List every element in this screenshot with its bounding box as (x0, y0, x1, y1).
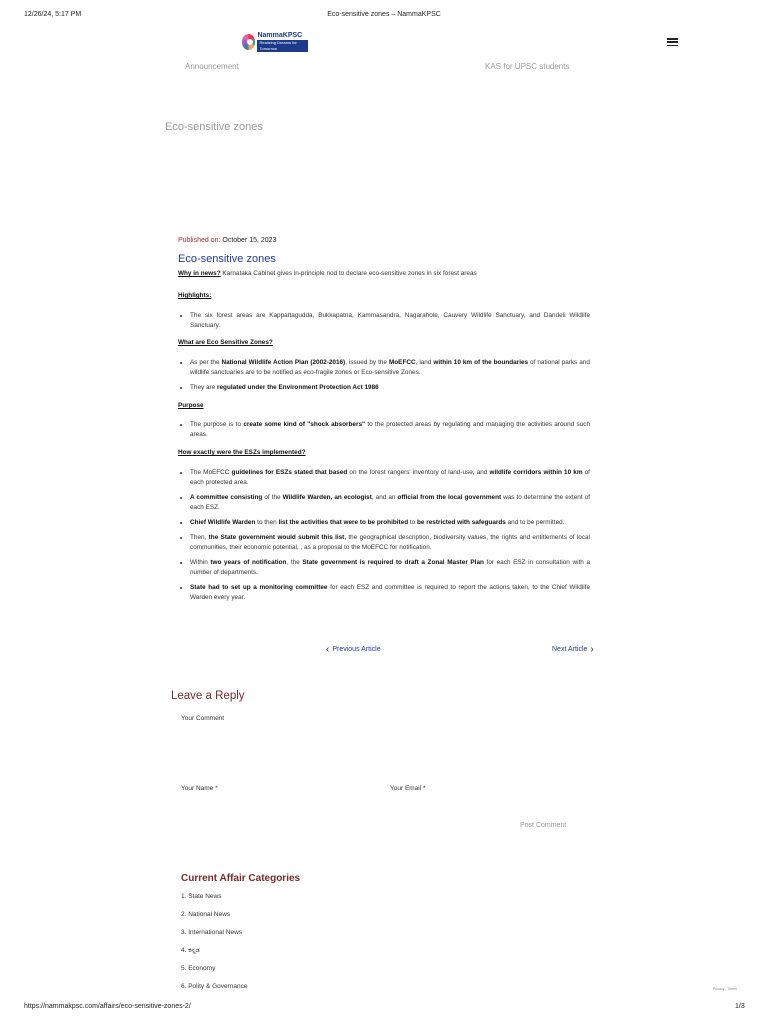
comment-label: Your Comment (181, 715, 225, 722)
highlights-list (178, 311, 590, 336)
logo-tagline: Realizing Dreams for Tomorrow (257, 40, 308, 52)
post-comment-button[interactable]: Post Comment (520, 822, 567, 829)
list-item: • As per the National Wildlife Action Plan (2002-2016), issued by the MoEFCC, land within 10 km of the boundaries of national parks and wildlife sanctuaries are to be notified as eco-fragile zones or Eco-sensitive Zones. (190, 358, 590, 378)
category-link[interactable]: 1. State News (181, 893, 222, 900)
name-input[interactable] (181, 795, 381, 809)
list-item: • The MoEFCC guidelines for ESZs stated that based on the forest rangers' inventory of land-use, and wildlife corridors within 10 km of each protected area. (190, 468, 590, 488)
comment-textarea[interactable] (181, 726, 590, 776)
list-item: • They are regulated under the Environment Protection Act 1986 (190, 383, 590, 393)
highlights-heading: Highlights: (178, 292, 212, 299)
published-date: October 15, 2023 (222, 237, 277, 244)
name-label: Your Name * (181, 785, 218, 792)
published-line (178, 237, 276, 244)
print-page-number: 1/3 (735, 1003, 745, 1010)
nav-link-kas-upsc[interactable]: KAS for UPSC students (485, 62, 570, 71)
reply-title: Leave a Reply (171, 690, 245, 702)
hamburger-menu-icon[interactable] (667, 38, 678, 46)
why-in-news (178, 269, 590, 279)
email-label: Your Email * (390, 785, 426, 792)
category-link[interactable]: 2. National News (181, 911, 231, 918)
what-heading: What are Eco Sensitive Zones? (178, 339, 273, 346)
list-item: • State had to set up a monitoring committee for each ESZ and committee is required to report the actions taken, to the Chief Wildlife Warden every year. (190, 583, 590, 603)
categories-title: Current Affair Categories (181, 873, 301, 884)
print-title: Eco-sensitive zones – NammaKPSC (327, 11, 441, 18)
chevron-right-icon: › (590, 644, 594, 655)
recaptcha-badge[interactable]: Privacy - Terms (713, 987, 738, 991)
site-logo[interactable] (242, 31, 308, 53)
list-item: • The purpose is to create some kind of "shock absorbers" to the protected areas by regulating and managing the activities around such areas. (190, 420, 590, 440)
chevron-left-icon: ‹ (326, 644, 330, 655)
what-list (178, 358, 590, 398)
category-link[interactable]: 5. Economy (181, 965, 216, 972)
why-text: Karnataka Cabinet gives in-principle nod to declare eco-sensitive zones in six forest areas (222, 270, 477, 277)
print-datetime: 12/26/24, 5:17 PM (24, 11, 82, 18)
previous-article-link[interactable]: ‹ Previous Article (326, 644, 381, 655)
nav-link-announcement[interactable]: Announcement (185, 62, 239, 71)
why-label: Why in news? (178, 270, 221, 277)
how-heading: How exactly were the ESZs implemented? (178, 449, 306, 456)
list-item: • Then, the State government would submit this list, the geographical description, biodiversity values, the rights and entitlements of local communities, their economic potential, , as a proposal to the MoEFCC for notification. (190, 533, 590, 553)
purpose-heading: Purpose (178, 402, 204, 409)
category-link[interactable]: 6. Polity & Governance (181, 983, 248, 990)
list-item: • Chief Wildlife Warden to then list the activities that were to be prohibited to be restricted with safeguards and to be permitted. (190, 518, 590, 528)
purpose-list (178, 420, 590, 445)
print-footer-url: https://nammakpsc.com/affairs/eco-sensitive-zones-2/ (24, 1003, 191, 1010)
category-link[interactable]: 3. International News (181, 929, 243, 936)
email-input[interactable] (390, 795, 590, 809)
list-item: • Within two years of notification, the State government is required to draft a Zonal Master Plan for each ESZ in consultation with a number of departments. (190, 558, 590, 578)
published-label: Published on: (178, 237, 221, 244)
article-title: Eco-sensitive zones (178, 253, 276, 265)
list-item: • The six forest areas are Kappattagudda, Bukkapatna, Kammasandra, Nagarahole, Cauvery Wildlife Sanctuary, and Dandeli Wildlife Sanctuary. (190, 311, 590, 331)
logo-mark-icon (242, 34, 255, 50)
list-item: • A committee consisting of the Wildlife Warden, an ecologist, and an official from the local government was to determine the extent of each ESZ. (190, 493, 590, 513)
category-link[interactable]: 4. ಕನ್ನಡ (181, 947, 200, 954)
page-title: Eco-sensitive zones (165, 121, 263, 133)
next-article-link[interactable]: Next Article › (552, 644, 594, 655)
how-list (178, 468, 590, 608)
logo-name: NammaKPSC (257, 32, 303, 39)
